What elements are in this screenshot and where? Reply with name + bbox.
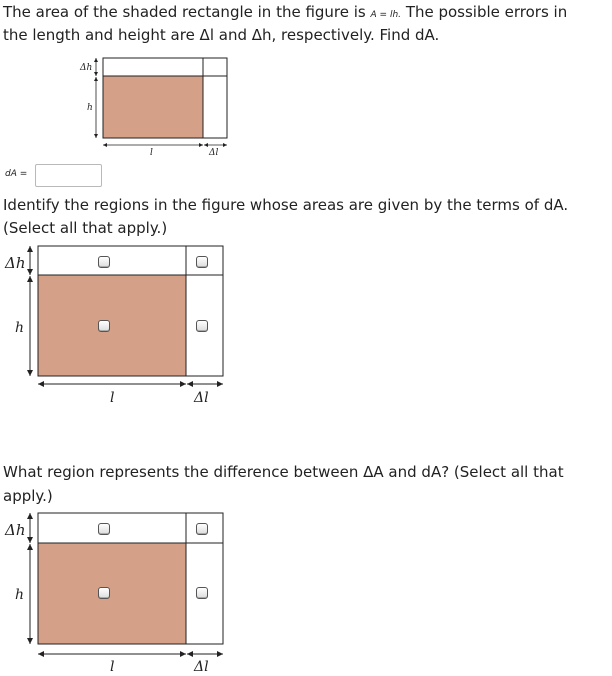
answer-label: dA =	[5, 169, 28, 179]
area-formula: A = lh.	[370, 10, 402, 20]
fig3-label-dl: Δl	[194, 659, 209, 675]
question-2-line-2: (Select all that apply.)	[3, 219, 168, 237]
fig2-label-l: l	[110, 390, 115, 406]
question-1-text-end: The possible errors in	[405, 3, 568, 21]
fig2-label-h: h	[15, 320, 25, 336]
fig3-label-dh: Δh	[5, 521, 26, 539]
da-answer-input[interactable]	[35, 164, 102, 187]
fig3-checkbox-shaded[interactable]	[98, 587, 110, 599]
fig3-top-strip	[38, 513, 186, 543]
question-2-line-1: Identify the regions in the figure whose areas are given by the terms of dA.	[3, 196, 569, 214]
small-label-dl: Δl	[209, 148, 219, 158]
small-right-strip	[203, 76, 227, 138]
question-1-text: The area of the shaded rectangle in the figure is	[3, 3, 366, 21]
small-shaded-region	[103, 76, 203, 138]
small-top-strip	[103, 58, 203, 76]
fig2-checkbox-top[interactable]	[98, 256, 110, 268]
small-label-l: l	[150, 148, 153, 158]
small-corner	[203, 58, 227, 76]
fig2-checkbox-corner[interactable]	[196, 256, 208, 268]
fig3-shaded-region	[38, 543, 186, 644]
fig3-label-h: h	[15, 587, 25, 603]
fig2-checkbox-shaded[interactable]	[98, 320, 110, 332]
fig2-checkbox-right[interactable]	[196, 320, 208, 332]
fig2-label-dl: Δl	[194, 390, 209, 406]
fig2-top-strip	[38, 246, 186, 275]
question-3-line-2: apply.)	[3, 487, 53, 505]
fig3-label-l: l	[110, 659, 115, 675]
fig2-label-dh: Δh	[5, 254, 26, 272]
fig3-checkbox-corner[interactable]	[196, 523, 208, 535]
fig2-shaded-region	[38, 275, 186, 376]
question-3-line-1: What region represents the difference between ΔA and dA? (Select all that	[3, 463, 564, 481]
question-1-line-2: the length and height are Δl and Δh, respectively. Find dA.	[3, 26, 440, 44]
fig3-checkbox-top[interactable]	[98, 523, 110, 535]
small-label-dh: Δh	[80, 63, 93, 73]
small-label-h: h	[87, 103, 93, 113]
small-rectangle-figure	[75, 55, 240, 160]
fig3-checkbox-right[interactable]	[196, 587, 208, 599]
